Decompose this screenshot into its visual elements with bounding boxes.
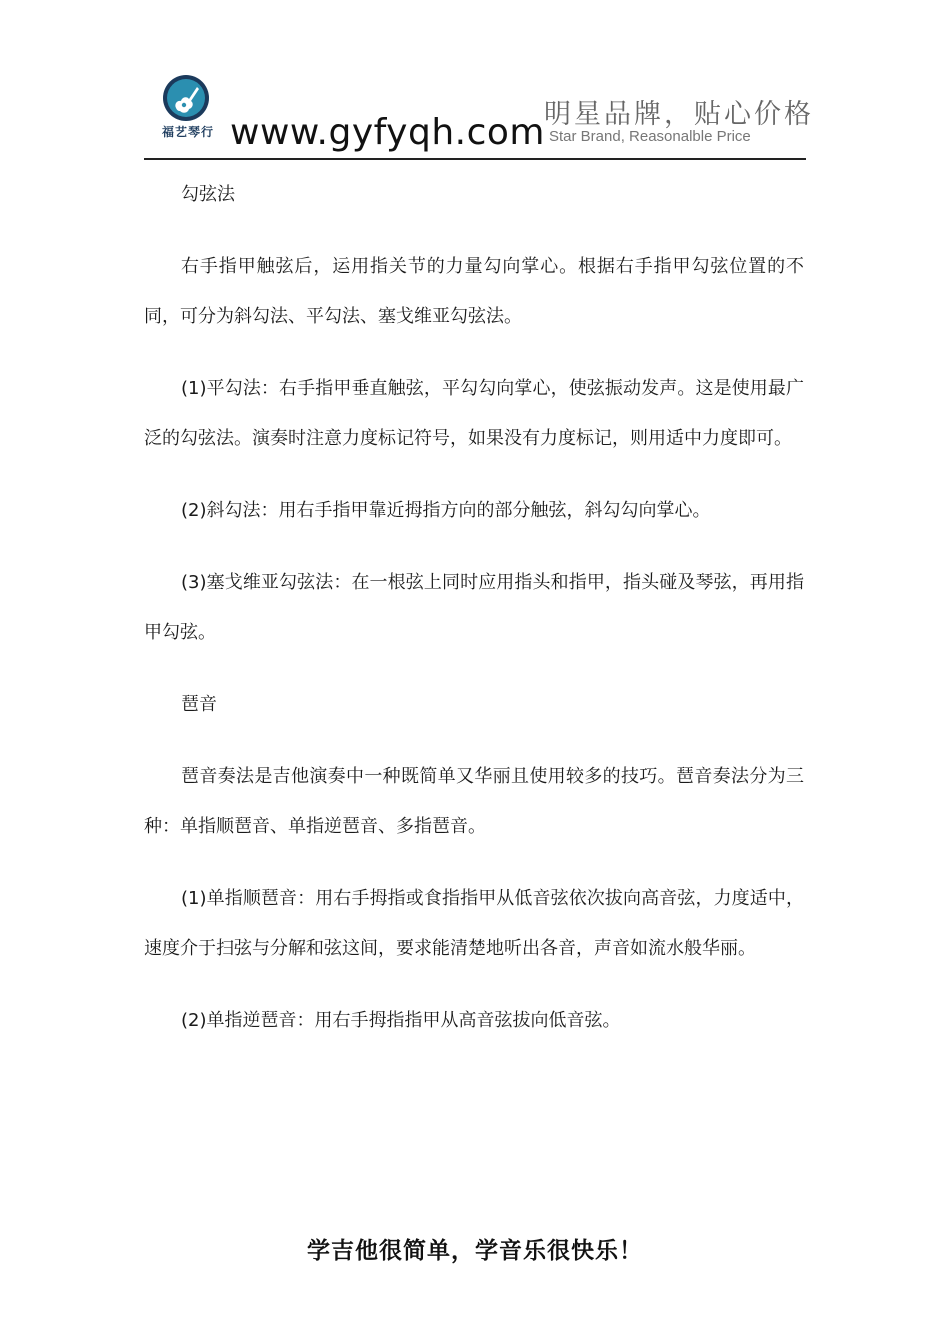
paragraph: 右手指甲触弦后，运用指关节的力量勾向掌心。根据右手指甲勾弦位置的不同，可分为斜勾法、平勾法、塞戈维亚勾弦法。 (144, 256, 804, 327)
paragraph: (2)斜勾法：用右手指甲靠近拇指方向的部分触弦，斜勾勾向掌心。 (181, 500, 711, 521)
paragraph: (3)塞戈维亚勾弦法：在一根弦上同时应用指头和指甲，指头碰及琴弦，再用指甲勾弦。 (144, 572, 804, 643)
paragraph: (2)单指逆琶音：用右手拇指指甲从高音弦拔向低音弦。 (181, 1010, 621, 1031)
paragraph: 琶音奏法是吉他演奏中一种既简单又华丽且使用较多的技巧。琶音奏法分为三种：单指顺琶音、单指逆琶音、多指琶音。 (144, 766, 804, 837)
slogan-chinese: 明星品牌，贴心价格 (544, 99, 814, 130)
site-url: www.gyfyqh.com (230, 112, 545, 153)
logo-text: 福艺琴行 (161, 125, 214, 139)
slogan-english: Star Brand, Reasonalble Price (549, 128, 751, 145)
page-header (0, 0, 950, 165)
section-heading-arpeggio: 琶音 (181, 694, 217, 715)
document-body (144, 170, 804, 1046)
guitar-logo-icon (162, 74, 210, 122)
footer-slogan: 学吉他很简单，学音乐很快乐！ (307, 1237, 643, 1264)
header-divider (144, 158, 806, 160)
paragraph: (1)平勾法：右手指甲垂直触弦，平勾勾向掌心，使弦振动发声。这是使用最广泛的勾弦法。演奏时注意力度标记符号，如果没有力度标记，则用适中力度即可。 (144, 378, 804, 449)
section-heading-gouxian: 勾弦法 (181, 184, 235, 205)
paragraph: (1)单指顺琶音：用右手拇指或食指指甲从低音弦依次拔向高音弦，力度适中，速度介于扫弦与分解和弦这间，要求能清楚地听出各音，声音如流水般华丽。 (144, 888, 804, 959)
